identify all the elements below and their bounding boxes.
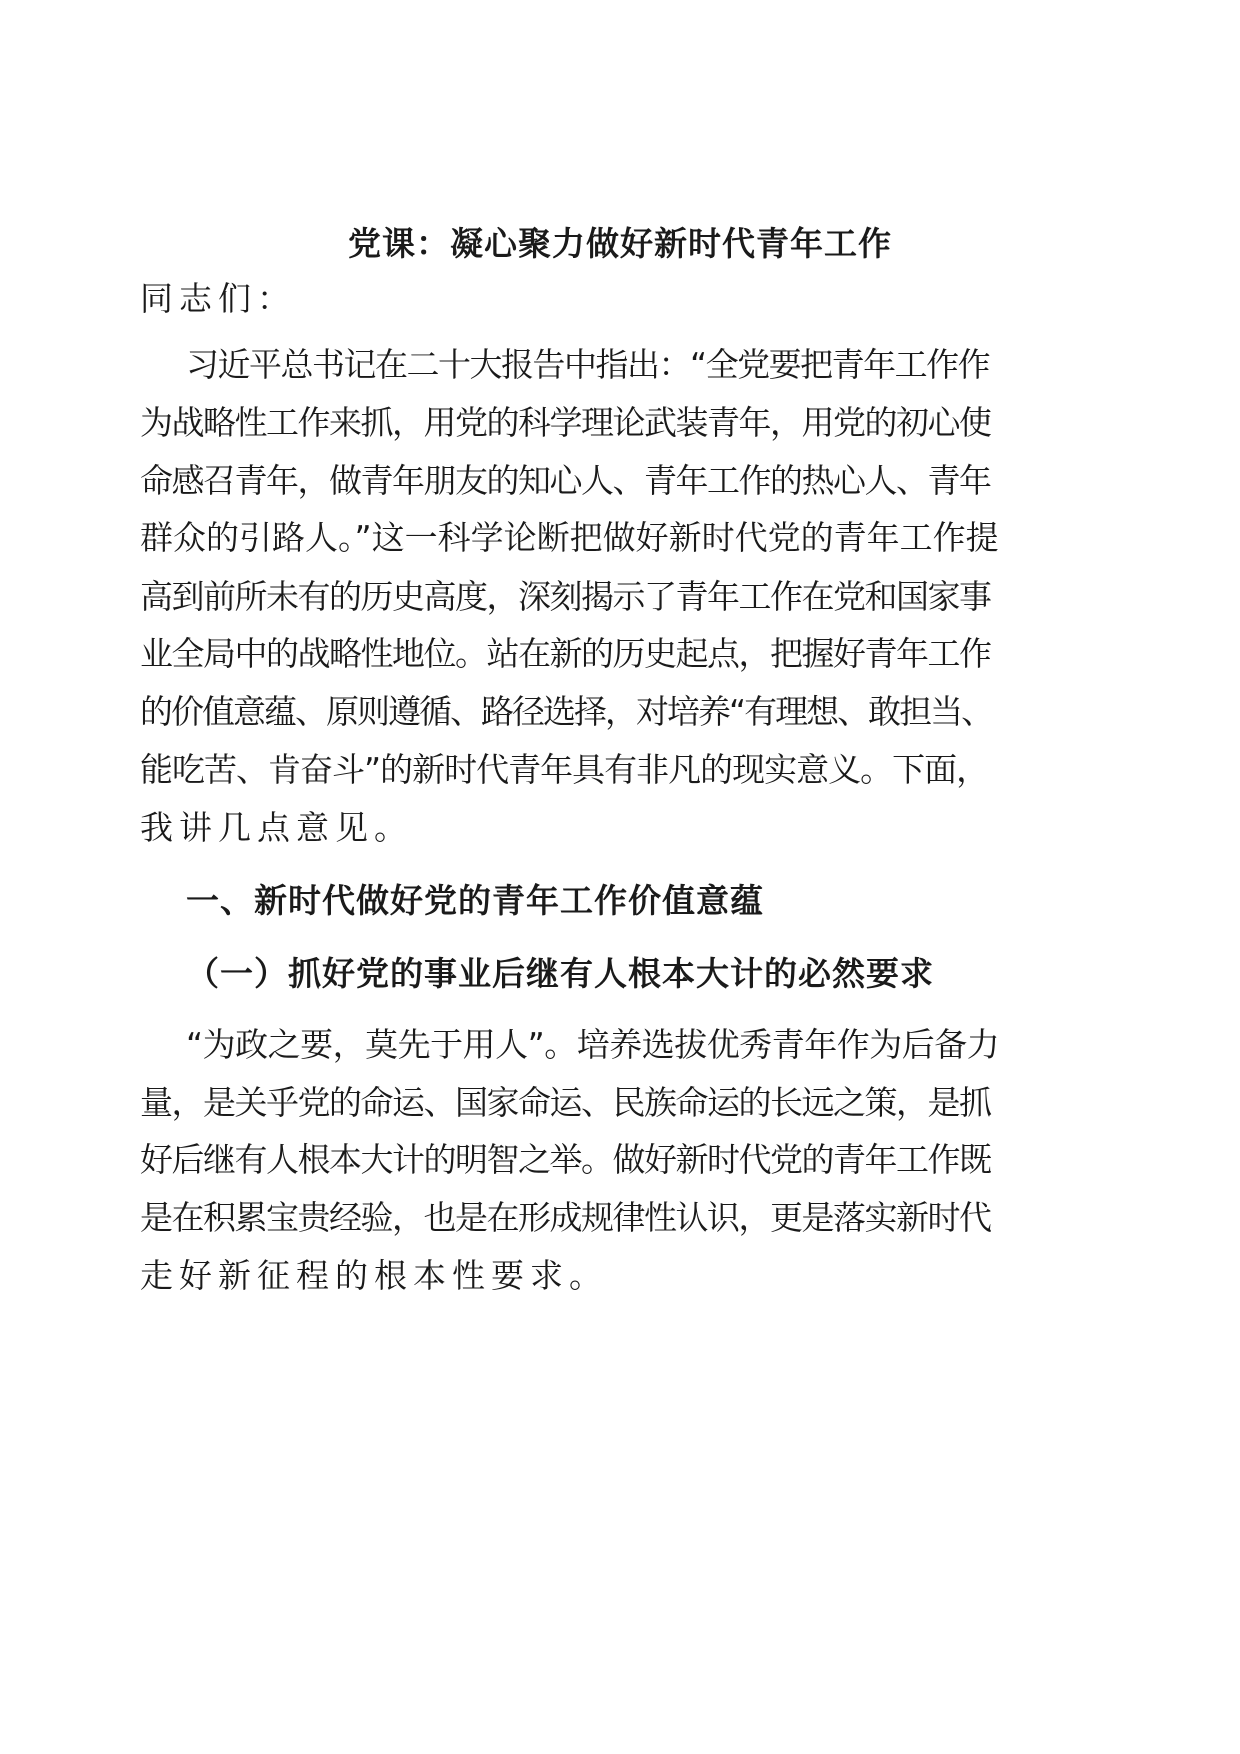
paragraph-line: 的价值意蕴、原则遵循、路径选择，对培养“有理想、敢担当、 — [140, 692, 993, 731]
paragraph-line: 是在积累宝贵经验，也是在形成规律性认识，更是落实新时代 — [140, 1198, 991, 1237]
paragraph-line: 为战略性工作来抓，用党的科学理论武装青年，用党的初心使 — [140, 403, 991, 442]
paragraph-line: 命感召青年，做青年朋友的知心人、青年工作的热心人、青年 — [140, 461, 991, 500]
salutation: 同志们： — [140, 279, 296, 318]
paragraph-line: 量，是关乎党的命运、国家命运、民族命运的长远之策，是抓 — [140, 1083, 991, 1122]
paragraph-line: 能吃苦、肯奋斗”的新时代青年具有非凡的现实意义。下面， — [140, 750, 989, 789]
paragraph-line: 好后继有人根本大计的明智之举。做好新时代党的青年工作既 — [140, 1140, 991, 1179]
paragraph-line: 我讲几点意见。 — [140, 808, 413, 847]
paragraph-line: “为政之要，莫先于用人”。培养选拔优秀青年作为后备力 — [186, 1025, 1000, 1064]
paragraph-line: 群众的引路人。”这一科学论断把做好新时代党的青年工作提 — [140, 518, 999, 557]
paragraph-line: 走好新征程的根本性要求。 — [140, 1256, 608, 1295]
paragraph-line: 习近平总书记在二十大报告中指出：“全党要把青年工作作 — [186, 345, 990, 384]
subsection-heading: （一）抓好党的事业后继有人根本大计的必然要求 — [186, 954, 934, 993]
section-heading: 一、新时代做好党的青年工作价值意蕴 — [186, 881, 764, 920]
document-title: 党课：凝心聚力做好新时代青年工作 — [348, 224, 892, 263]
paragraph-line: 高到前所未有的历史高度，深刻揭示了青年工作在党和国家事 — [140, 577, 991, 616]
paragraph-line: 业全局中的战略性地位。站在新的历史起点，把握好青年工作 — [140, 634, 991, 673]
